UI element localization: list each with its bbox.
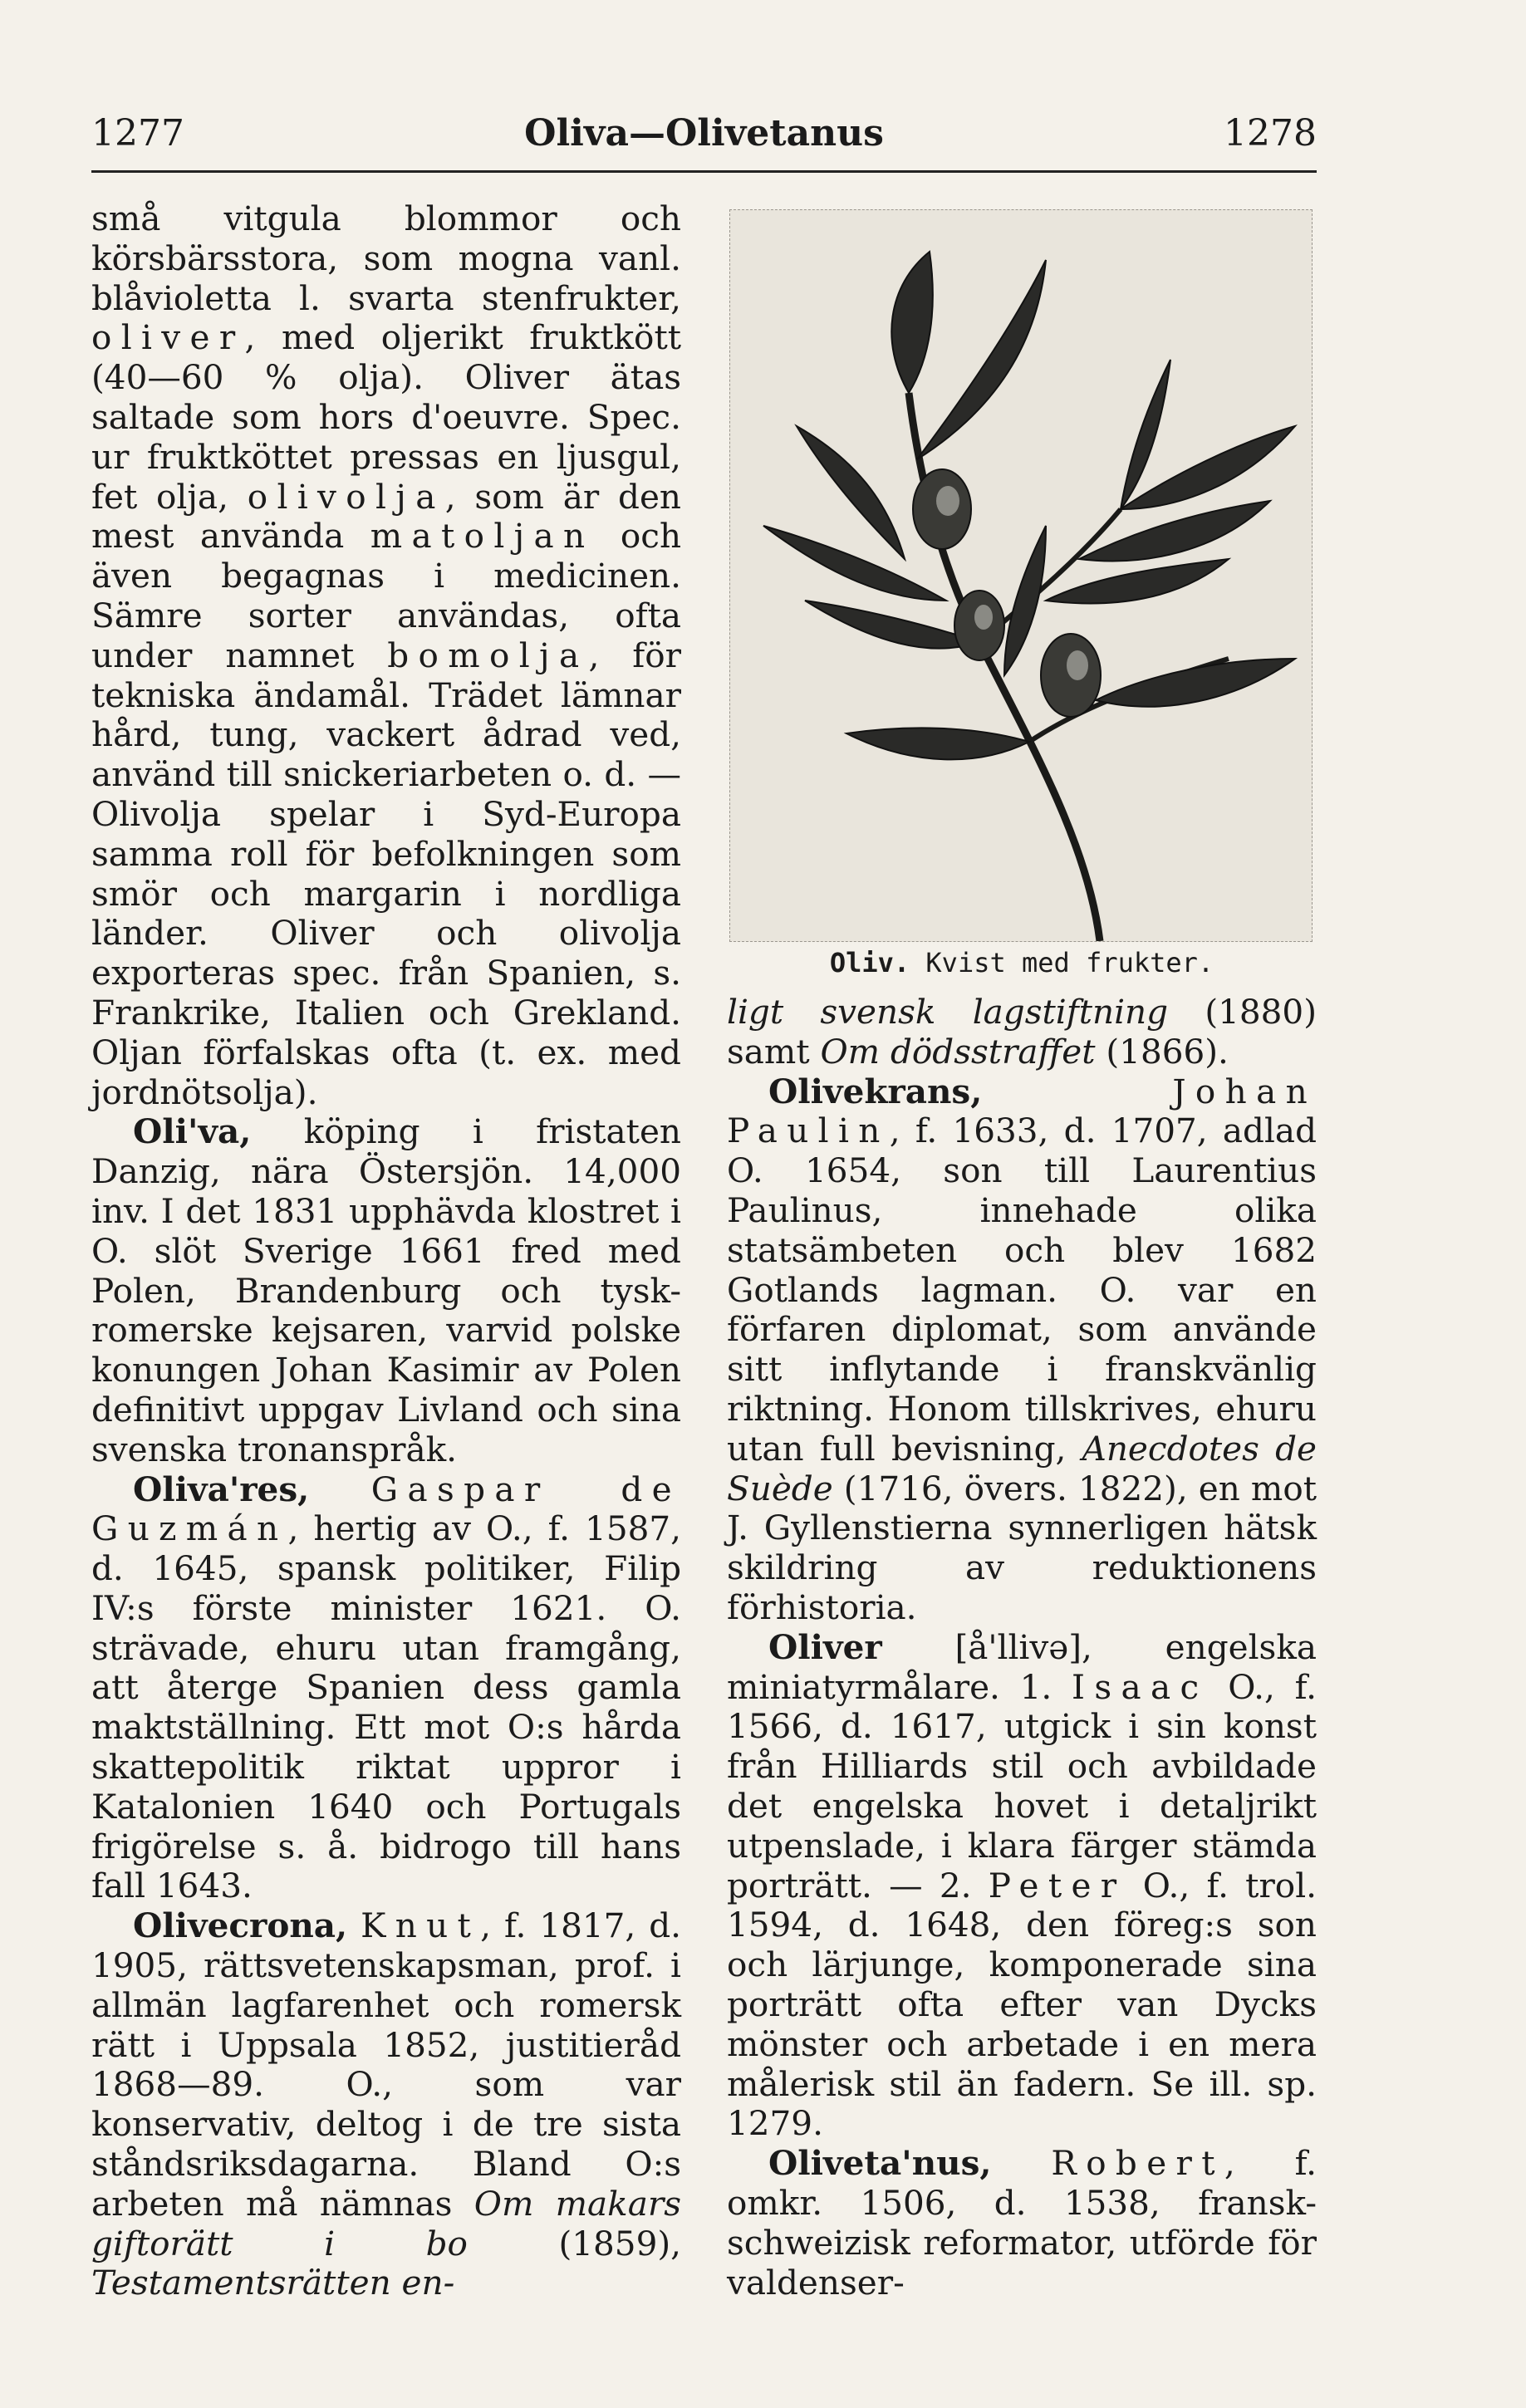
figure-caption: Oliv. Kvist med frukter. bbox=[829, 947, 1214, 978]
headword: Olivekrans, bbox=[768, 1071, 983, 1111]
photo-frame bbox=[729, 209, 1313, 942]
olive-branch-icon bbox=[730, 210, 1312, 941]
entry-olive-continued: små vitgula blommor och körsbärsstora, som mogna vanl. blåvioletta l. svarta stenfrukter, oliver, med oljerikt fruktkött (40—60 % olja). Oliver ätas saltade som hors d'oeuvre. Spec. ur fruktköttet pressas en ljusgul, fet olja, olivolja, som är den mest använda matoljan och även begagnas i medicinen. Sämre sorter användas, ofta under namnet bomolja, för tekniska ändamål. Trädet lämnar hård, tung, vackert ådrad ved, använd till snickeriarbeten o. d. — Olivolja spelar i Syd-Europa samma roll för befolkningen som smör och margarin i nordliga länder. Oliver och olivolja exporteras spec. från Spanien, s. Frankrike, Italien och Grekland. Oljan förfalskas ofta (t. ex. med jordnötsolja). bbox=[91, 199, 682, 1112]
entry-oliva: Oli'va, köping i fristaten Danzig, nära Östersjön. 14,000 inv. I det 1831 upphävda klostret i O. slöt Sverige 1661 fred med Polen, Brandenburg och tysk-romerske kejsaren, varvid polske konungen Johan Kasimir av Polen definitivt uppgav Livland och sina svenska tronanspråk. bbox=[91, 1111, 681, 1469]
entry-olivares: Oliva'res, Gaspar de Guzmán, hertig av O., f. 1587, d. 1645, spansk politiker, Filip IV:s förste minister 1621. O. strävade, ehuru utan framgång, att återge Spanien dess gamla maktställning. Ett mot O:s hårda skattepolitik riktat uppror i Katalonien 1640 och Portugals frigörelse s. å. bidrogo till hans fall 1643. bbox=[91, 1469, 681, 1906]
left-column bbox=[91, 199, 681, 2303]
entry-oliver: Oliver [å'llivə], engelska miniatyrmålare. 1. Isaac O., f. 1566, d. 1617, utgick i sin konst från Hilliards stil och avbildade det engelska hovet i detaljrikt utpenslade, i klara färger stämda porträtt. — 2. Peter O., f. trol. 1594, d. 1648, den föreg:s son och lärjunge, komponerade sina porträtt ofta efter van Dycks mönster och arbetade i en mera målerisk stil än fadern. Se ill. sp. 1279. bbox=[727, 1626, 1317, 2144]
entry-olivetanus: Oliveta'nus, Robert, f. omkr. 1506, d. 1538, fransk-schweizisk reformator, utförde för valdenser- bbox=[727, 2143, 1317, 2303]
headword: Oliver bbox=[768, 1626, 882, 1667]
header-rule bbox=[91, 170, 1317, 173]
entry-olivecrona-continued: ligt svensk lagstiftning (1880) samt Om dödsstraffet (1866). bbox=[727, 992, 1317, 1072]
headword: Oliva'res, bbox=[133, 1469, 310, 1509]
headword: Oliveta'nus, bbox=[768, 2143, 992, 2184]
olive-branch-illustration bbox=[729, 209, 1311, 957]
running-title: Oliva—Olivetanus bbox=[524, 112, 884, 154]
left-page-number: 1277 bbox=[91, 112, 184, 154]
entry-olivekrans: Olivekrans, Johan Paulin, f. 1633, d. 1707, adlad O. 1654, son till Laurentius Paulinus, innehade olika statsämbeten och blev 1682 Gotlands lagman. O. var en förfaren diplomat, som använde sitt inflytande i franskvänlig riktning. Honom tillskrives, ehuru utan full bevisning, Anecdotes de Suède (1716, övers. 1822), en mot J. Gyllenstierna synnerligen hätsk skildring av reduktionens förhistoria. bbox=[727, 1071, 1317, 1627]
right-column bbox=[727, 993, 1317, 2303]
page-header bbox=[91, 112, 1317, 162]
headword: Olivecrona, bbox=[133, 1905, 348, 1946]
entry-olivecrona: Olivecrona, Knut, f. 1817, d. 1905, rättsvetenskapsman, prof. i allmän lagfarenhet och romersk rätt i Uppsala 1852, justitieråd 1868—89. O., som var konservativ, deltog i de tre sista ståndsriksdagarna. Bland O:s arbeten må nämnas Om makars giftorätt i bo (1859), Testamentsrätten en- bbox=[91, 1905, 682, 2303]
right-page-number: 1278 bbox=[1224, 112, 1317, 154]
headword: Oli'va, bbox=[133, 1111, 252, 1152]
